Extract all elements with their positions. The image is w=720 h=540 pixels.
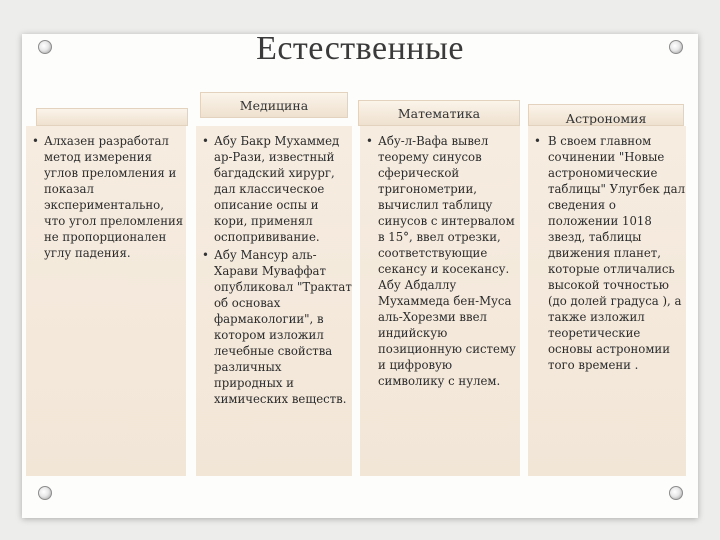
pushpin-icon bbox=[669, 40, 683, 54]
list-item: • В своем главном сочинении "Новые астрономические таблицы" Улугбек дал сведения о положении 1018 звезд, таблицы движения планет, которые отличались высокой точностью (до долей градуса ), а также изложил теоретические основы астрономии того времени . bbox=[528, 133, 686, 373]
header-medicine: Медицина bbox=[200, 92, 348, 118]
list-item: • Абу Бакр Мухаммед ар-Рази, известный багдадский хирург, дал классическое описание оспы и кори, применял оспопрививание. bbox=[196, 133, 352, 245]
slide-title: Естественные bbox=[256, 30, 464, 67]
column-math bbox=[360, 126, 520, 476]
column-medicine bbox=[196, 126, 352, 476]
pushpin-icon bbox=[669, 486, 683, 500]
pushpin-icon bbox=[38, 486, 52, 500]
header-astronomy: Астрономия bbox=[528, 104, 684, 126]
column-astronomy bbox=[528, 126, 686, 476]
header-math: Математика bbox=[358, 100, 520, 126]
pushpin-icon bbox=[38, 40, 52, 54]
column-physics bbox=[26, 126, 186, 476]
header-physics bbox=[36, 108, 188, 126]
list-item: • Алхазен разработал метод измерения углов преломления и показал экспериментально, что угол преломления не пропорционален углу падения. bbox=[26, 133, 186, 261]
list-item: • Абу-л-Вафа вывел теорему синусов сферической тригонометрии, вычислил таблицу синусов с интервалом в 15°, ввел отрезки, соответствующие секансу и косекансу. Абу Абдаллу Мухаммеда бен-Муса аль-Хорезми ввел индийскую позиционную систему и цифровую символику с нулем. bbox=[360, 133, 520, 389]
list-item: • Абу Мансур аль-Харави Муваффат опубликовал "Трактат об основах фармакологии", в котором изложил лечебные свойства различных природных и химических веществ. bbox=[196, 247, 352, 407]
